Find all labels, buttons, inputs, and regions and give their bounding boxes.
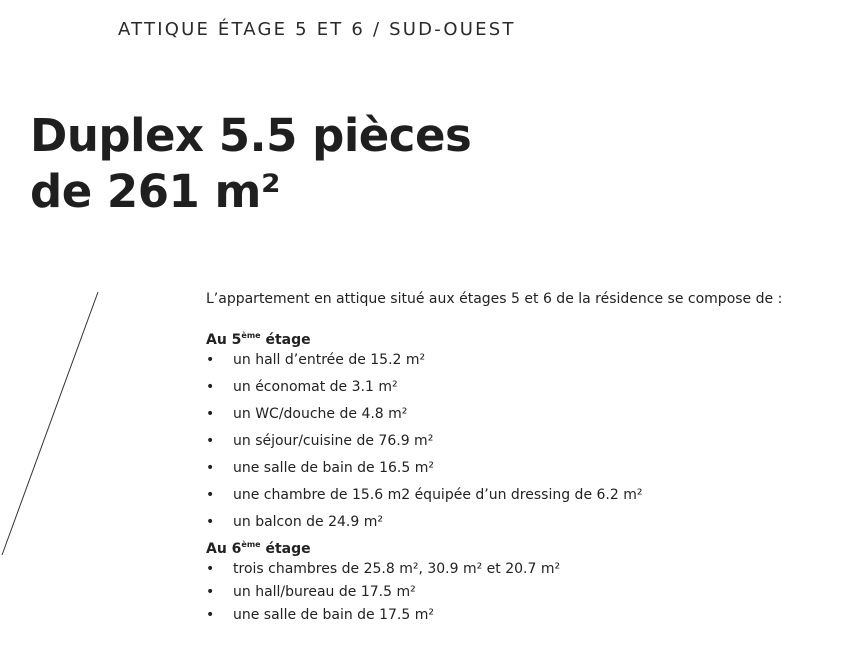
floor-5-list: [206, 350, 836, 532]
bullet-icon: •: [206, 514, 215, 530]
page-title: [30, 108, 471, 220]
list-item: • trois chambres de 25.8 m², 30.9 m² et 20.7 m²: [206, 561, 561, 577]
bullet-icon: •: [206, 433, 215, 449]
intro-text: L’appartement en attique situé aux étages 5 et 6 de la résidence se compose de :: [206, 291, 783, 307]
bullet-icon: •: [206, 379, 215, 395]
list-item: • une chambre de 15.6 m2 équipée d’un dressing de 6.2 m²: [206, 487, 643, 503]
page-subtitle: ATTIQUE ÉTAGE 5 ET 6 / SUD-OUEST: [118, 19, 516, 40]
section-title-floor-5: Au 5ème étage: [206, 331, 311, 348]
list-item: • un WC/douche de 4.8 m²: [206, 406, 408, 422]
bullet-icon: •: [206, 584, 215, 600]
bullet-icon: •: [206, 607, 215, 623]
title-line-1: Duplex 5.5 pièces: [30, 109, 472, 162]
list-item: • un séjour/cuisine de 76.9 m²: [206, 433, 434, 449]
bullet-icon: •: [206, 406, 215, 422]
list-item: • une salle de bain de 17.5 m²: [206, 607, 434, 623]
list-item: • une salle de bain de 16.5 m²: [206, 460, 434, 476]
bullet-icon: •: [206, 561, 215, 577]
bullet-icon: •: [206, 487, 215, 503]
bullet-icon: •: [206, 460, 215, 476]
floor-6-list: [206, 559, 836, 625]
title-line-2: de 261 m²: [30, 165, 281, 218]
list-item: • un hall d’entrée de 15.2 m²: [206, 352, 426, 368]
bullet-icon: •: [206, 352, 215, 368]
description-block: [206, 291, 836, 628]
list-item: • un économat de 3.1 m²: [206, 379, 398, 395]
section-title-floor-6: Au 6ème étage: [206, 540, 311, 557]
decorative-diagonal-line: [0, 290, 110, 560]
list-item: • un hall/bureau de 17.5 m²: [206, 584, 416, 600]
list-item: • un balcon de 24.9 m²: [206, 514, 383, 530]
